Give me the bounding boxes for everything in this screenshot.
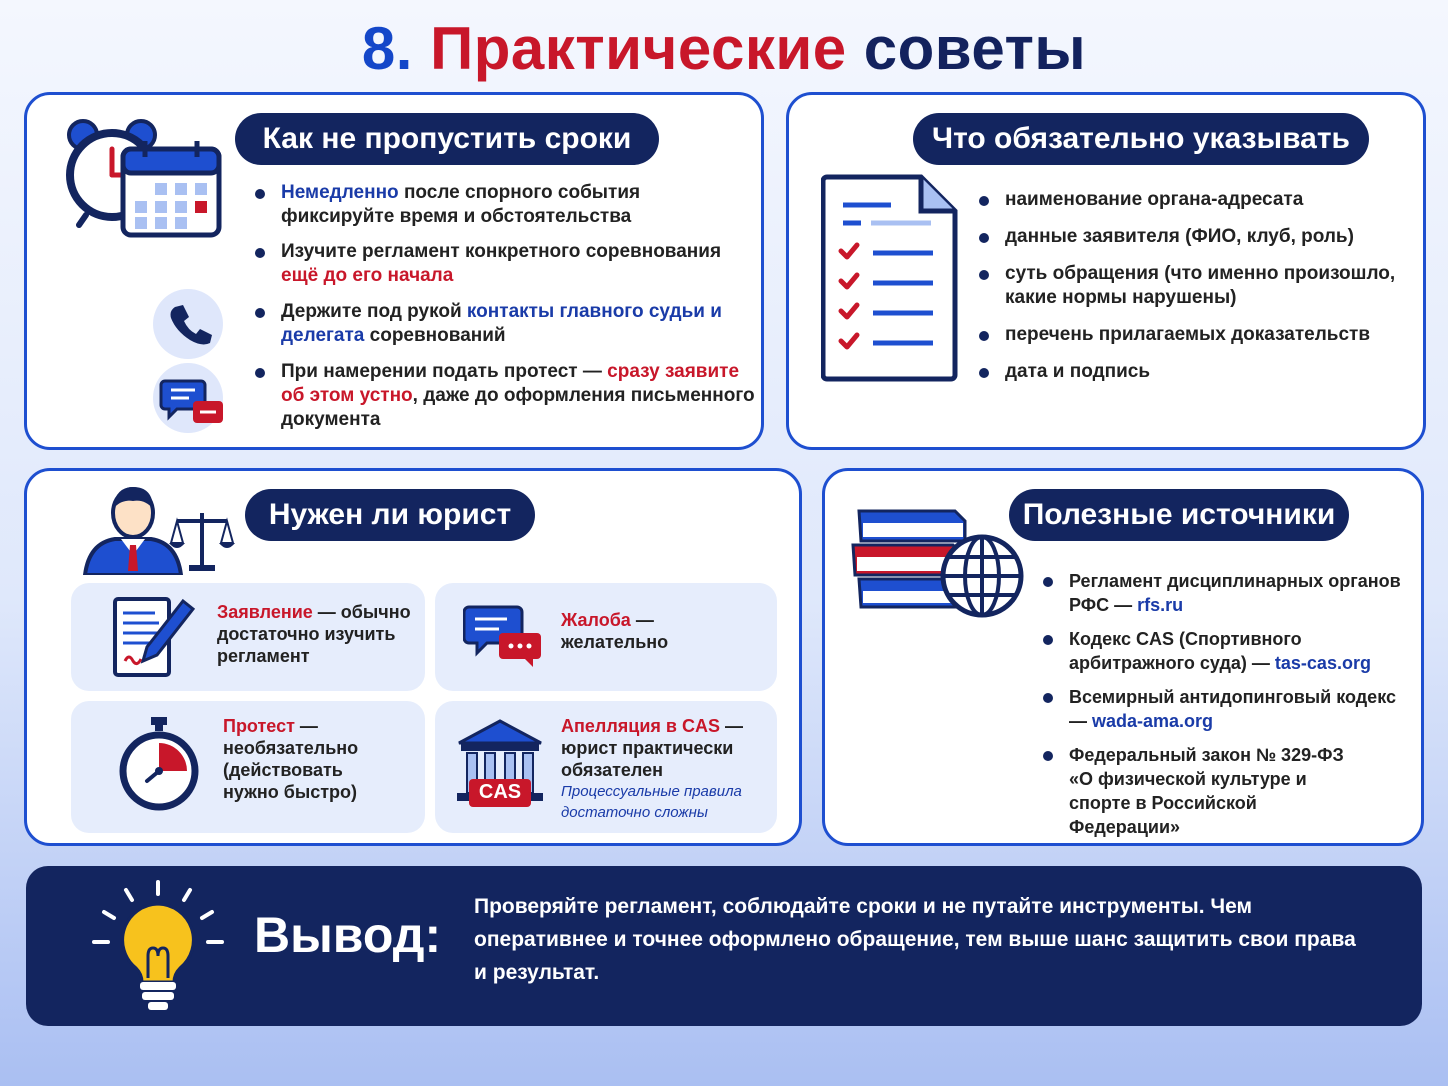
page-title: [0, 14, 1448, 84]
document-checklist-icon: [821, 171, 961, 383]
appeal-note: Процессуальные правила достаточно сложны: [561, 783, 742, 821]
conclusion-text: Проверяйте регламент, соблюдайте сроки и не путайте инструменты. Чем оперативнее и точнее оформлено обращение, тем выше шанс защитить свои права и результат.: [474, 895, 1356, 984]
list-item: Регламент дисциплинарных органов РФС — rfs.ru: [1043, 569, 1413, 617]
sources-heading: Полезные источники: [1009, 489, 1349, 541]
title-number: 8.: [361, 15, 413, 82]
list-item: данные заявителя (ФИО, клуб, роль): [979, 225, 1409, 249]
deadlines-panel: [24, 92, 764, 450]
pen-document-icon: [111, 595, 201, 681]
sources-panel: [822, 468, 1424, 846]
list-item: дата и подпись: [979, 360, 1409, 384]
deadlines-heading: Как не пропустить сроки: [235, 113, 659, 165]
appeal-text: Апелляция в CAS — юрист практически обязателен Процессуальные правила достаточно сложны: [561, 715, 767, 823]
statement-text: Заявление — обычно достаточно изучить регламент: [217, 602, 411, 666]
required-list: [979, 188, 1409, 384]
light-bulb-icon: [90, 878, 226, 1018]
list-item: Немедленно после спорного события фиксируйте время и обстоятельства: [255, 181, 755, 229]
title-word-1: Практические: [430, 15, 847, 82]
list-item: перечень прилагаемых доказательств: [979, 323, 1409, 347]
source-link[interactable]: wada-ama.org: [1092, 711, 1214, 731]
required-panel: [786, 92, 1426, 450]
globe-icon: [939, 533, 1025, 619]
lawyer-heading: Нужен ли юрист: [245, 489, 535, 541]
lawyer-card-protest: [71, 701, 425, 833]
deadlines-list: [255, 181, 755, 432]
list-item: При намерении подать протест — сразу заявите об этом устно, даже до оформления письменного документа: [255, 360, 755, 432]
lawyer-card-appeal: [435, 701, 777, 833]
list-item: суть обращения (что именно произошло, какие нормы нарушены): [979, 262, 1409, 310]
speech-bubbles-icon: [463, 603, 543, 669]
list-item: Изучите регламент конкретного соревнования ещё до его начала: [255, 240, 755, 288]
list-item: Федеральный закон № 329-ФЗ «О физической культуре и спорте в Российской Федерации»: [1043, 743, 1353, 839]
list-item: Всемирный антидопинговый кодекс — wada-ama.org: [1043, 685, 1413, 733]
source-link[interactable]: rfs.ru: [1137, 595, 1184, 615]
chat-icon: [153, 363, 227, 433]
lawyer-card-statement: [71, 583, 425, 691]
lawyer-card-complaint: [435, 583, 777, 691]
cas-label: CAS: [478, 781, 522, 803]
scales-icon: [167, 507, 237, 573]
phone-icon: [153, 289, 223, 359]
lawyer-panel: [24, 468, 802, 846]
protest-text: Протест — необязательно (действовать нужно быстро): [223, 716, 359, 802]
conclusion-banner: [26, 866, 1422, 1026]
calendar-icon: [119, 139, 223, 239]
list-item: Держите под рукой контакты главного судьи и делегата соревнований: [255, 300, 755, 348]
list-item: наименование органа-адресата: [979, 188, 1409, 212]
stopwatch-icon: [117, 715, 201, 811]
list-item: Кодекс CAS (Спортивного арбитражного суда) — tas-cas.org: [1043, 627, 1413, 675]
sources-list: [1043, 569, 1413, 839]
complaint-text: Жалоба — желательно: [561, 610, 669, 652]
required-heading: Что обязательно указывать: [913, 113, 1369, 165]
conclusion-label: Вывод:: [254, 907, 442, 963]
title-word-2: советы: [863, 15, 1087, 82]
source-link[interactable]: tas-cas.org: [1274, 653, 1371, 673]
